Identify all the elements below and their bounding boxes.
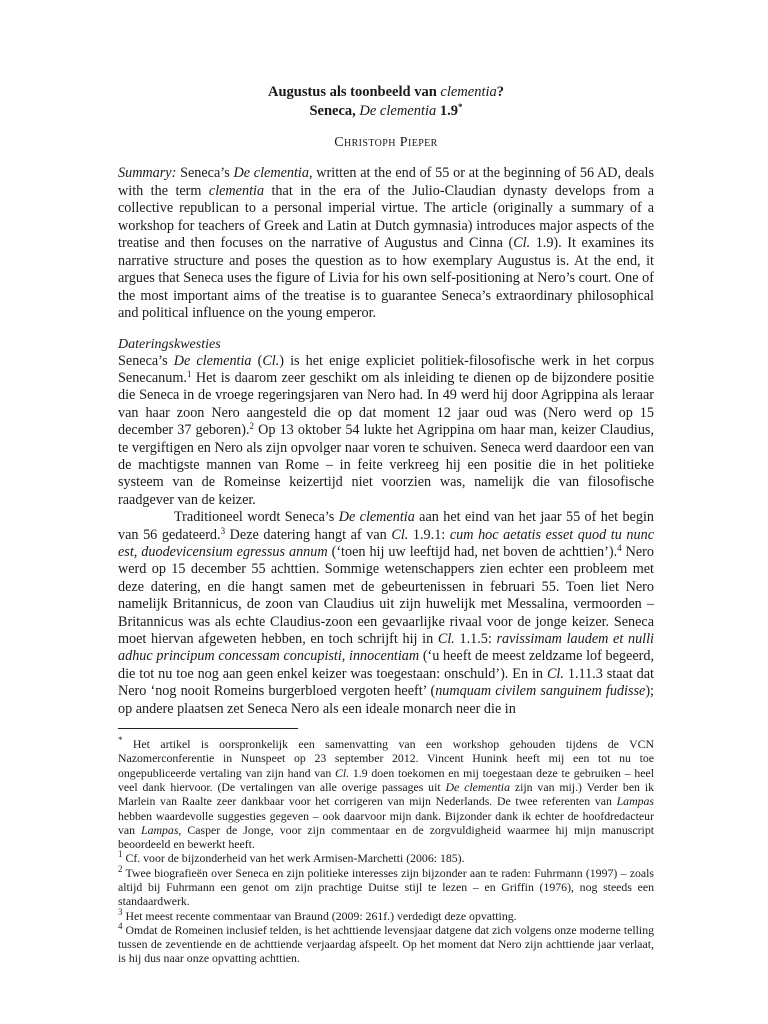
body-paragraph-1: Seneca’s De clementia (Cl.) is het enige expliciet politiek-filosofische werk in het corpus Senecanum.$^1$ Het is daarom zeer geschikt om als inleiding te dienen op de bijzondere positie die Seneca in de vroege regeringsjaren van Nero had. In 49 werd hij door Agrippina als leraar van haar zoon Nero aangesteld die op dat moment 12 jaar oud was (Nero werd op 15 december 37 geboren).$^2$ Op 13 oktober 54 lukte het Agrippina om haar man, keizer Claudius, te vergiftigen en Nero als zijn opvolger naar voren te schuiven. Seneca werd daardoor een van de machtigste mannen van Rome – in feite verkreeg hij een positie die in het politieke systeem van de Romeinse keizertijd niet voorzien was, namelijk die van filosofische raadgever van de keizer.: [118, 352, 654, 508]
footnote-ref-4[interactable]: 4: [617, 542, 622, 553]
summary-paragraph: Summary: Seneca’s De clementia, written at the end of 55 or at the beginning of 56 AD, deals with the term clementia that in the era of the Julio-Claudian dynasty develops from a collective republican to a personal imperial virtue. The article (originally a summary of a workshop for teachers of Greek and Latin at Dutch gymnasia) introduces major aspects of the treatise and then focuses on the narrative of Augustus and Cinna (Cl. 1.9). It examines its narrative structure and poses the question as to how exemplary Augustus is. At the end, it argues that Seneca uses the figure of Livia for his own self-positioning at Nero’s court. One of the most important aims of the treatise is to guarantee Seneca’s extraordinary philosophical and political influence on the young emperor.: [118, 165, 655, 321]
footnote-1: $^1$ Cf. voor de bijzonderheid van het werk Armisen-Marchetti (2006: 185).: [118, 849, 465, 866]
footnote-ref-2[interactable]: 2: [249, 421, 255, 432]
title-line-2: Seneca, De clementia 1.9*: [309, 102, 463, 119]
footnote-ref-star[interactable]: *: [458, 102, 463, 112]
article-title: [118, 83, 654, 121]
footnotes: [118, 737, 654, 966]
body-text: [118, 353, 654, 719]
footnote-star: * Het artikel is oorspronkelijk een samenvatting van een workshop gehouden tijdens de VCN Nazomerconferentie in Nunspeet op 23 september 2012. Vincent Hunink heeft mij een tot nu toe ongepubliceerde vertaling van zijn hand van Cl. 1.9 doen toekomen en mij toegestaan deze te gebruiken – heel veel dank hiervoor. (De vertalingen van alle overige passages uit De clementia zijn van mij.) Verder ben ik Marlein van Raalte zeer dankbaar voor het corrigeren van mijn Nederlands. De twee referenten van Lampas hebben waardevolle suggesties gegeven – ook daarvoor mijn dank. Bijzonder dank ik echter de hoofdredacteur van Lampas, Casper de Jonge, voor zijn commentaar en de zorgvuldigheid waarmee hij mijn manuscript beoordeeld en bewerkt heeft.: [118, 735, 655, 852]
section-heading: Dateringskwesties: [118, 336, 221, 352]
footnote-2: $^2$ Twee biografieën over Seneca en zijn politieke interesses zijn bijzonder aan te raden: Fuhrmann (1997) – zoals altijd bij Fuhrmann een genot om zijn prachtige Duitse stijl te lezen – en Griffin (1976), nog steeds een standaardwerk.: [118, 863, 654, 909]
footnote-3: $^3$ Het meest recente commentaar van Braund (2009: 261f.) verdedigt deze opvatting.: [118, 906, 517, 923]
author-name: Christoph Pieper: [334, 135, 438, 150]
footnote-ref-3[interactable]: 3: [220, 525, 226, 536]
footnote-4: $^4$ Omdat de Romeinen inclusief telden, is het achttiende levensjaar datgene dat zich volgens onze moderne telling tussen de zeventiende en de achttiende verjaardag afspeelt. Op het moment dat Nero zijn achttiende jaar verlaat, is hij dus naar onze opvatting achttien.: [118, 920, 654, 966]
footnote-separator: [118, 728, 298, 729]
title-line-1: Augustus als toonbeeld van clementia?: [267, 84, 505, 100]
footnote-ref-1[interactable]: 1: [186, 368, 192, 379]
body-paragraph-2: Traditioneel wordt Seneca’s De clementia aan het eind van het jaar 55 of het begin van 56 gedateerd.$^3$ Deze datering hangt af van Cl. 1.9.1: cum hoc aetatis esset quod tu nunc est, duodevicensium egressus annum (‘toen hij uw leeftijd had, net boven de achttien’).$^4$ Nero werd op 15 december 55 achttien. Sommige wetenschappers zien echter een probleem met deze datering, en die hangt samen met de gebeurtenissen in februari 55. Toen liet Nero namelijk Britannicus, de zoon van Claudius uit zijn huwelijk met Messalina, vermoorden – Britannicus was als echte Claudius-zoon een gevaarlijke rivaal voor de jonge keizer. Seneca moet hiervan afgeweten hebben, en toch schrijft hij in Cl. 1.1.5: ravissimam laudem et nulli adhuc principum concessam concupisti, innocentiam (‘u heeft de meest zeldzame lof begeerd, die tot nu toe nog aan geen enkel keizer was toegestaan: onschuld’). En in Cl. 1.11.3 staat dat Nero ‘nog nooit Romeins burgerbloed vergoten heeft’ (numquam civilem sanguinem fudisse); op andere plaatsen zet Seneca Nero als een ideale monarch neer die in: [118, 509, 655, 717]
